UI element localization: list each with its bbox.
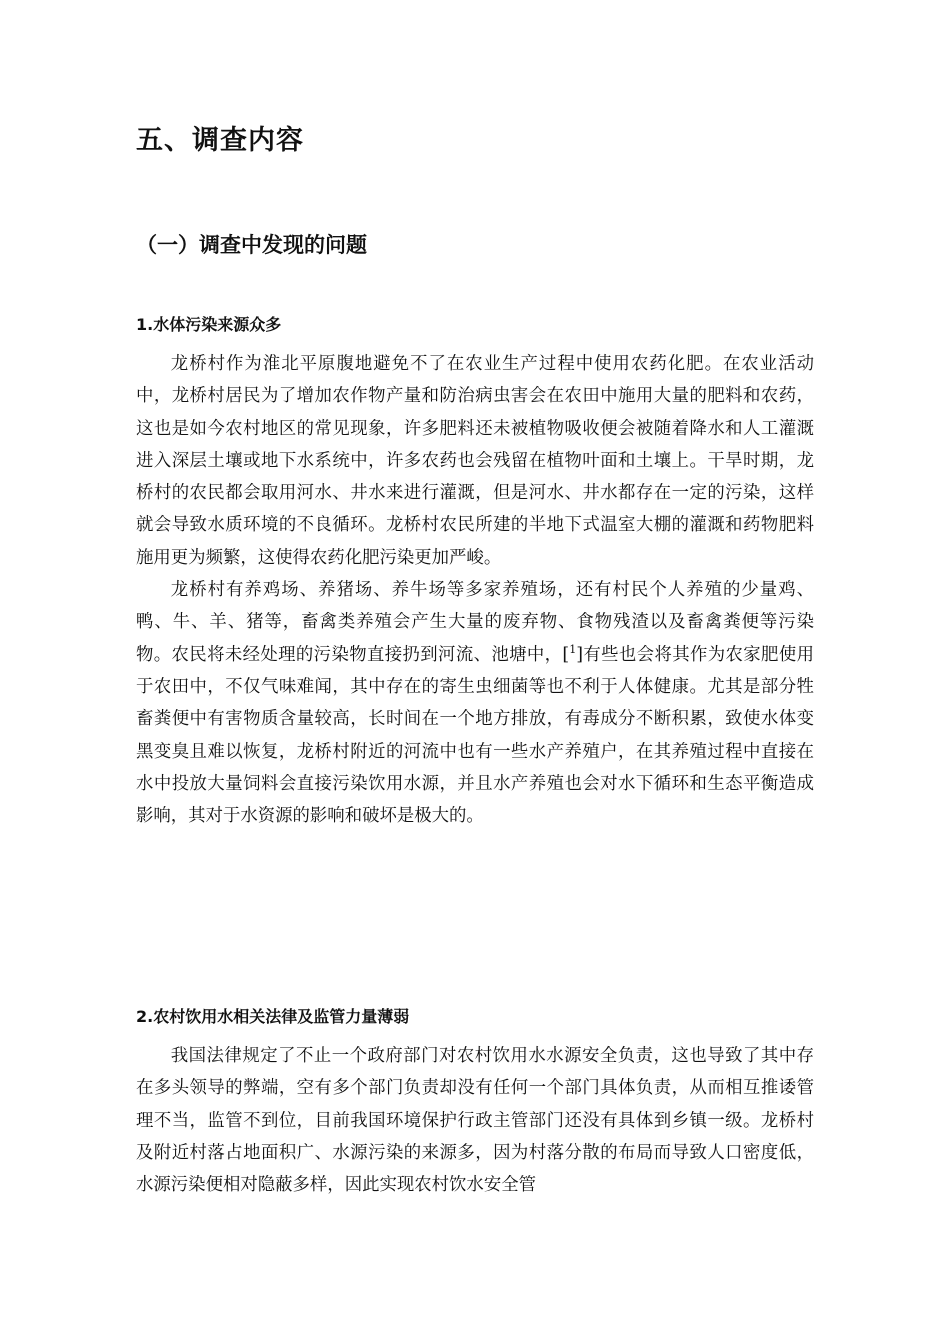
paragraph: 龙桥村作为淮北平原腹地避免不了在农业生产过程中使用农药化肥。在农业活动中，龙桥村居民为了增加农作物产量和防治病虫害会在农田中施用大量的肥料和农药，这也是如今农村地区的常见现象，许多肥料还未被植物吸收便会被随着降水和人工灌溉进入深层土壤或地下水系统中，许多农药也会残留在植物叶面和土壤上。干旱时期，龙桥村的农民都会取用河水、井水来进行灌溉，但是河水、井水都存在一定的污染，这样就会导致水质环境的不良循环。龙桥村农民所建的半地下式温室大棚的灌溉和药物肥料施用更为频繁，这使得农药化肥污染更加严峻。 [136, 354, 814, 568]
topic-body-1 [136, 348, 814, 832]
topic-body-2 [136, 1040, 814, 1201]
topic-heading-2: 2.农村饮用水相关法律及监管力量薄弱 [136, 1007, 410, 1026]
paragraph-text-before-citation: 龙桥村有养鸡场、养猪场、养牛场等多家养殖场，还有村民个人养殖的少量鸡、鸭、牛、羊、猪等，畜禽类养殖会产生大量的废弃物、食物残渣以及畜禽粪便等污染物。农民将未经处理的污染物直接扔到河流、池塘中，[ [136, 580, 814, 665]
paragraph-text-after-citation: ]有些也会将其作为农家肥使用于农田中，不仅气味难闻，其中存在的寄生虫细菌等也不利于人体健康。尤其是部分牲畜粪便中有害物质含量较高，长时间在一个地方排放，有毒成分不断积累，致使水体变黑变臭且难以恢复，龙桥村附近的河流中也有一些水产养殖户，在其养殖过程中直接在水中投放大量饲料会直接污染饮用水源，并且水产养殖也会对水下循环和生态平衡造成影响，其对于水资源的影响和破坏是极大的。 [136, 644, 814, 827]
topic-heading-1: 1.水体污染来源众多 [136, 315, 282, 334]
paragraph [136, 574, 814, 832]
paragraph: 我国法律规定了不止一个政府部门对农村饮用水水源安全负责，这也导致了其中存在多头领导的弊端，空有多个部门负责却没有任何一个部门具体负责，从而相互推诿管理不当，监管不到位，目前我国环境保护行政主管部门还没有具体到乡镇一级。龙桥村及附近村落占地面积广、水源污染的来源多，因为村落分散的布局而导致人口密度低，水源污染便相对隐蔽多样，因此实现农村饮水安全管 [136, 1046, 814, 1196]
subsection-title: （一）调查中发现的问题 [136, 233, 367, 257]
section-title: 五、调查内容 [136, 125, 304, 156]
citation-marker: 1 [569, 642, 577, 656]
